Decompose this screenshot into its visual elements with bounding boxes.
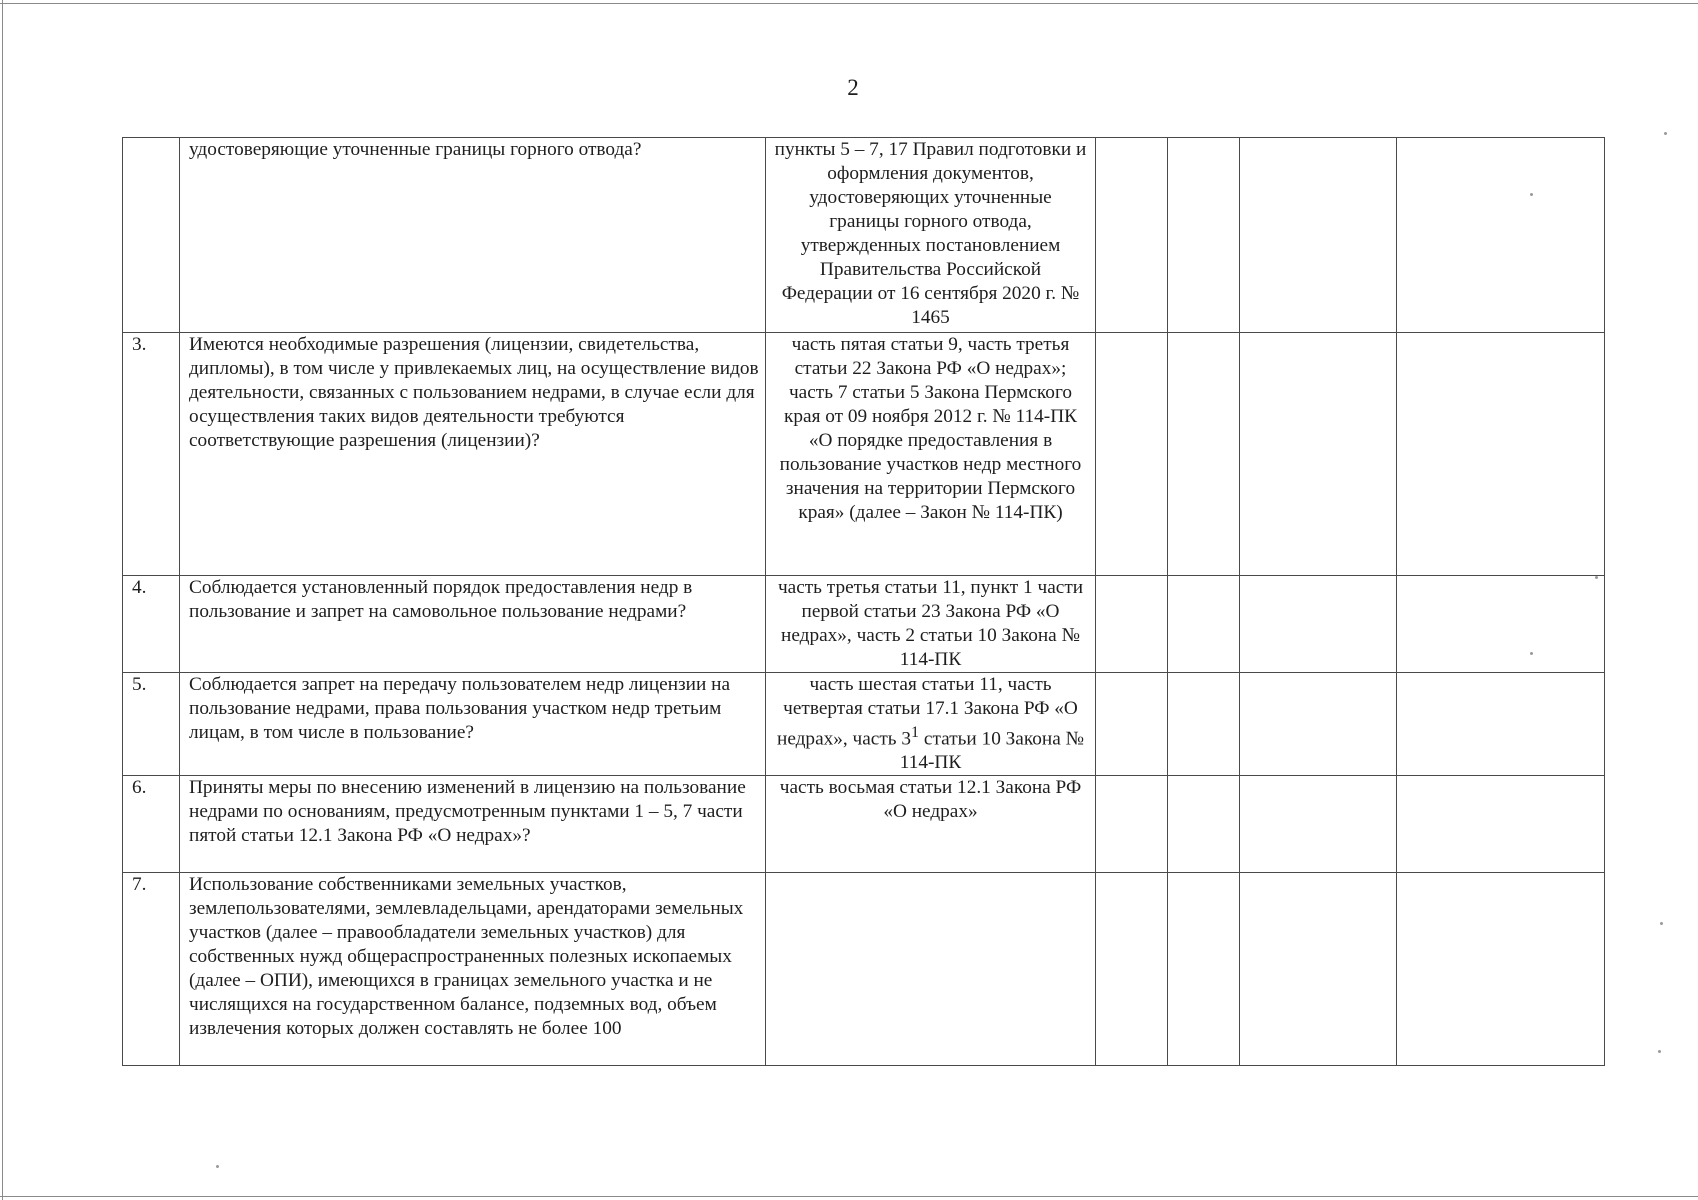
answer-no-cell — [1168, 873, 1240, 1066]
requirement-question: Соблюдается установленный порядок предоставления недр в пользование и запрет на самовольное пользование недрами? — [180, 576, 766, 673]
scan-edge-top — [0, 3, 1698, 4]
requirement-question: Соблюдается запрет на передачу пользователем недр лицензии на пользование недрами, права пользования участком недр третьим лицам, в том числе в пользование? — [180, 673, 766, 776]
requirement-question: Имеются необходимые разрешения (лицензии, свидетельства, дипломы), в том числе у привлекаемых лиц, на осуществление видов деятельности, связанных с пользованием недрами, в случае если для осуществления таких видов деятельности требуются соответствующие разрешения (лицензии)? — [180, 333, 766, 576]
superscript-mark: 1 — [911, 724, 920, 741]
row-number — [123, 138, 180, 333]
scan-speck — [1530, 652, 1533, 655]
legal-basis: пункты 5 – 7, 17 Правил подготовки и оформления документов, удостоверяющих уточненные границы горного отвода, утвержденных постановлением Правительства Российской Федерации от 16 сентября 2020 г. № 1465 — [766, 138, 1096, 333]
table-row — [123, 576, 1605, 673]
answer-yes-cell — [1096, 673, 1168, 776]
answer-no-cell — [1168, 576, 1240, 673]
note-cell — [1397, 673, 1605, 776]
answer-no-cell — [1168, 333, 1240, 576]
answer-yes-cell — [1096, 576, 1168, 673]
table-row — [123, 673, 1605, 776]
requirement-question: Использование собственниками земельных участков, землепользователями, землевладельцами, арендаторами земельных участков (далее – правообладатели земельных участков) для собственных нужд общераспространенных полезных ископаемых (далее – ОПИ), имеющихся в границах земельного участка и не числящихся на государственном балансе, подземных вод, объем извлечения которых должен составлять не более 100 — [180, 873, 766, 1066]
scan-speck — [1530, 193, 1533, 196]
note-cell — [1397, 138, 1605, 333]
legal-basis: часть пятая статьи 9, часть третья статьи 22 Закона РФ «О недрах»; часть 7 статьи 5 Закона Пермского края от 09 ноября 2012 г. № 114-ПК «О порядке предоставления в пользование участков недр местного значения на территории Пермского края» (далее – Закон № 114-ПК) — [766, 333, 1096, 576]
answer-no-cell — [1168, 776, 1240, 873]
note-cell — [1397, 873, 1605, 1066]
answer-not-applicable-cell — [1240, 333, 1397, 576]
legal-basis — [766, 673, 1096, 776]
answer-yes-cell — [1096, 873, 1168, 1066]
page-number: 2 — [847, 75, 859, 100]
requirement-question: Приняты меры по внесению изменений в лицензию на пользование недрами по основаниям, предусмотренным пунктами 1 – 5, 7 части пятой статьи 12.1 Закона РФ «О недрах»? — [180, 776, 766, 873]
note-cell — [1397, 333, 1605, 576]
scan-edge-left — [2, 0, 3, 1200]
scan-speck — [1595, 576, 1598, 579]
row-number: 3. — [123, 333, 180, 576]
legal-basis: часть восьмая статьи 12.1 Закона РФ «О недрах» — [766, 776, 1096, 873]
answer-no-cell — [1168, 138, 1240, 333]
table-row — [123, 776, 1605, 873]
answer-yes-cell — [1096, 138, 1168, 333]
answer-not-applicable-cell — [1240, 776, 1397, 873]
scan-speck — [1658, 1050, 1661, 1053]
answer-yes-cell — [1096, 333, 1168, 576]
scan-speck — [216, 1165, 219, 1168]
checklist-table — [122, 137, 1605, 1066]
table-row — [123, 138, 1605, 333]
table-row — [123, 333, 1605, 576]
legal-basis — [766, 873, 1096, 1066]
legal-basis: часть третья статьи 11, пункт 1 части первой статьи 23 Закона РФ «О недрах», часть 2 статьи 10 Закона № 114-ПК — [766, 576, 1096, 673]
note-cell — [1397, 576, 1605, 673]
answer-not-applicable-cell — [1240, 873, 1397, 1066]
requirement-question: удостоверяющие уточненные границы горного отвода? — [180, 138, 766, 333]
row-number: 5. — [123, 673, 180, 776]
table-row — [123, 873, 1605, 1066]
row-number: 7. — [123, 873, 180, 1066]
row-number: 4. — [123, 576, 180, 673]
scan-speck — [1660, 922, 1663, 925]
note-cell — [1397, 776, 1605, 873]
answer-not-applicable-cell — [1240, 138, 1397, 333]
answer-yes-cell — [1096, 776, 1168, 873]
legal-basis-text: часть шестая статьи 11, часть четвертая статьи 17.1 Закона РФ «О недрах», часть 3 — [777, 674, 1078, 750]
answer-not-applicable-cell — [1240, 576, 1397, 673]
legal-basis-text-continued: статьи 10 Закона № 114-ПК — [899, 728, 1084, 774]
row-number: 6. — [123, 776, 180, 873]
scan-speck — [1664, 132, 1667, 135]
answer-no-cell — [1168, 673, 1240, 776]
scan-edge-bottom — [0, 1196, 1698, 1197]
answer-not-applicable-cell — [1240, 673, 1397, 776]
